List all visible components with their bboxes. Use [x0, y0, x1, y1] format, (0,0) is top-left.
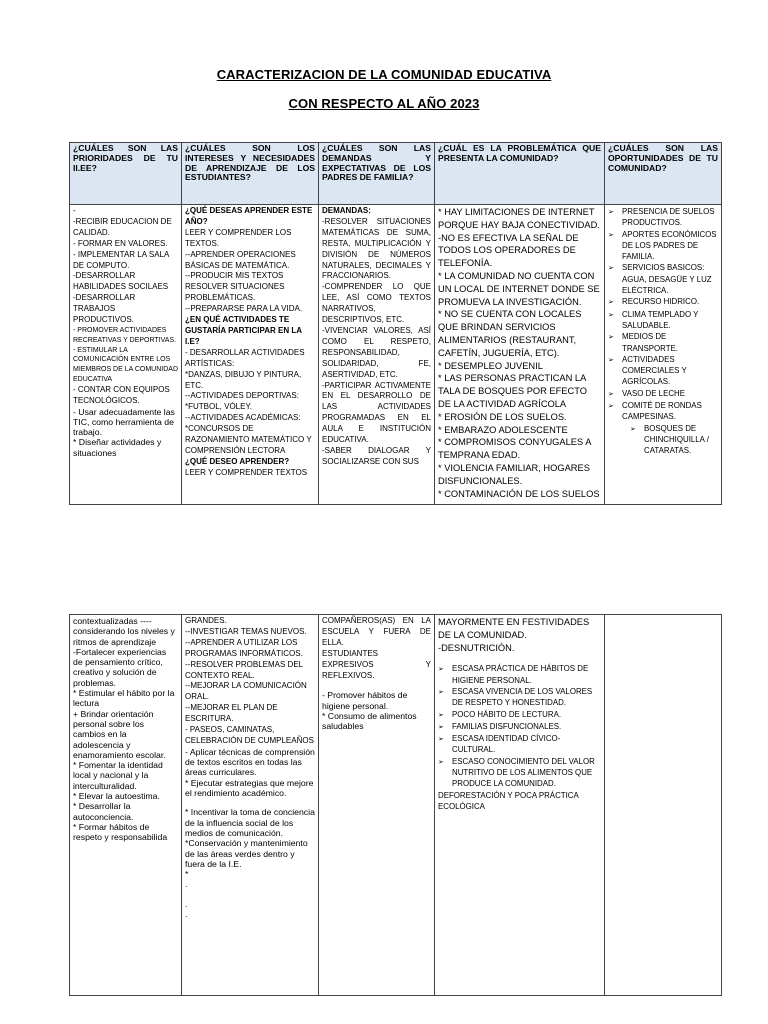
text-line: ESTUDIANTES EXPRESIVOS Y REFLEXIVOS. — [322, 648, 431, 680]
text-line: -Fortalecer experiencias de pensamiento crítico, creativo y solución de problemas. — [73, 646, 167, 688]
text-line: + Brindar orientación personal sobre los cambios en la adolescencia y enamoramiento escolar. — [73, 708, 166, 760]
text-line: --ACTIVIDADES DEPORTIVAS: — [185, 391, 299, 401]
arrow-bullet-icon: ➢ — [608, 299, 614, 307]
list-item — [608, 400, 718, 423]
text-line: --MEJORAR EL PLAN DE ESCRITURA. — [185, 703, 278, 724]
spacer — [185, 890, 315, 899]
text-line: * Estimular el hábito por la lectura — [73, 688, 175, 709]
list-item-text: ESCASA VIVENCIA DE LOS VALORES DE RESPETO Y HONESTIDAD. — [452, 686, 593, 708]
text-line: - CONTAR CON EQUIPOS TECNOLÓGICOS. — [73, 384, 170, 405]
opportunities-cell — [605, 205, 722, 505]
title-line-1: CARACTERIZACION DE LA COMUNIDAD EDUCATIVA — [216, 67, 552, 82]
text-line: --RESOLVER PROBLEMAS DEL CONTEXTO REAL. — [185, 659, 303, 680]
text-line: LEER Y COMPRENDER TEXTOS — [185, 467, 308, 477]
header-problems: ¿CUÁL ES LA PROBLEMÁTICA QUE PRESENTA LA COMUNIDAD? — [435, 143, 605, 205]
characterization-table-page-1 — [69, 142, 722, 505]
text-line: -DESNUTRICIÓN. — [438, 642, 515, 653]
text-line: * EROSIÓN DE LOS SUELOS. — [438, 411, 567, 422]
text-line: DEFORESTACIÓN Y POCA PRÁCTICA ECOLÓGICA — [438, 790, 579, 811]
list-item-text: ESCASA PRÁCTICA DE HÁBITOS DE HIGIENE PERSONAL. — [452, 664, 589, 685]
text-line: *Conservación y mantenimiento de las áreas verdes dentro y fuera de la I.E. — [185, 838, 308, 869]
text-line: * HAY LIMITACIONES DE INTERNET PORQUE HAY BAJA CONECTIVIDAD. — [438, 207, 600, 230]
list-item — [608, 229, 718, 263]
text-line: * Elevar la autoestima. — [73, 791, 160, 802]
text-line: -DESARROLLAR TRABAJOS PRODUCTIVOS. — [73, 293, 136, 325]
arrow-bullet-icon: ➢ — [608, 231, 614, 239]
text-line: * Formar hábitos de respeto y responsabilida — [73, 821, 168, 843]
list-item-text: ACTIVIDADES COMERCIALES Y AGRÍCOLAS. — [622, 354, 687, 387]
text-line: - Promover hábitos de higiene personal. — [322, 690, 408, 711]
text-line: - PASEOS, CAMINATAS, CELEBRACIÓN DE CUMPLEAÑOS — [185, 725, 314, 745]
arrow-bullet-icon: ➢ — [438, 688, 444, 696]
list-item — [438, 686, 601, 709]
list-item-text: ESCASA IDENTIDAD CÍVICO-CULTURAL. — [452, 734, 561, 755]
arrow-bullet-icon: ➢ — [438, 723, 444, 731]
text-line: - — [73, 206, 76, 215]
list-item — [608, 262, 718, 296]
text-line: * DESEMPLEO JUVENIL — [438, 360, 543, 371]
text-line: * NO SE CUENTA CON LOCALES QUE BRINDAN SERVICIOS ALIMENTARIOS (RESTAURANT, CAFETÍN, JUGUERÍA, ETC). — [438, 309, 582, 358]
arrow-bullet-icon: ➢ — [608, 265, 614, 273]
text-line: COMPAÑEROS(AS) EN LA ESCUELA Y FUERA DE ELLA. — [322, 616, 431, 647]
list-item-text: MEDIOS DE TRANSPORTE. — [622, 332, 678, 353]
text-line: * Fomentar la identidad local y nacional y la interculturalidad. — [73, 760, 163, 791]
spacer — [322, 681, 431, 690]
text-line: *FUTBOL, VÓLEY. — [185, 402, 252, 412]
text-line: contextualizadas ---- considerando los niveles y ritmos de aprendizaje — [73, 616, 175, 647]
list-item — [438, 709, 601, 721]
list-item-text: CLIMA TEMPLADO Y SALUDABLE. — [622, 309, 699, 330]
text-line: --MEJORAR LA COMUNICACIÓN ORAL. — [185, 681, 307, 702]
demands-heading: DEMANDAS: — [322, 206, 371, 215]
text-line: -VIVENCIAR VALORES, ASÍ COMO EL RESPETO, RESPONSABILIDAD, SOLIDARIDAD, FE, ASERTIVIDAD, ETC. — [322, 325, 431, 379]
demands-cell — [319, 205, 435, 505]
text-line: *DANZAS, DIBUJO Y PINTURA, ETC. — [185, 369, 302, 390]
text-line: . — [185, 909, 188, 920]
text-line: -RECIBIR EDUCACION DE CALIDAD. — [73, 216, 172, 237]
text-line: - Aplicar técnicas de comprensión de textos escritos en todas las áreas curriculares. — [185, 746, 315, 778]
list-item — [608, 423, 718, 457]
list-item — [608, 296, 718, 308]
opportunities-cell — [605, 615, 722, 996]
arrow-bullet-icon: ➢ — [608, 209, 614, 216]
text-line: * CONTAMINACIÓN DE LOS SUELOS — [438, 488, 600, 499]
list-item-text: BOSQUES DE CHINCHIQUILLA / CATARATAS. — [644, 423, 709, 456]
arrow-bullet-icon: ➢ — [438, 666, 444, 674]
text-line: MAYORMENTE EN FESTIVIDADES DE LA COMUNIDAD. — [438, 617, 590, 640]
list-item-text: COMITÉ DE RONDAS CAMPESINAS. — [622, 401, 702, 422]
text-line: * Ejecutar estrategias que mejore el rendimiento académico. — [185, 777, 314, 799]
text-line: - IMPLEMENTAR LA SALA DE COMPUTO. — [73, 249, 169, 270]
arrow-bullet-icon: ➢ — [630, 425, 636, 433]
text-line: -NO ES EFECTIVA LA SEÑAL DE TODOS LOS OPERADORES DE TELEFONÍA. — [438, 232, 579, 269]
table-header-row — [70, 143, 722, 205]
list-item-text: ESCASO CONOCIMIENTO DEL VALOR NUTRITIVO DE LOS ALIMENTOS QUE PRODUCE LA COMUNIDAD. — [452, 756, 595, 789]
arrow-bullet-icon: ➢ — [438, 711, 444, 719]
list-item-text: VASO DE LECHE — [622, 388, 685, 398]
text-line: --APRENDER OPERACIONES BÁSICAS DE MATEMÁTICA. — [185, 249, 296, 270]
list-item-text: SERVICIOS BASICOS: AGUA, DESAGÜE Y LUZ ELÉCTRICA. — [622, 263, 712, 296]
list-item-text: FAMILIAS DISFUNCIONALES. — [452, 721, 562, 731]
question-heading: ¿QUÉ DESEAS APRENDER ESTE AÑO? — [185, 206, 313, 226]
arrow-bullet-icon: ➢ — [608, 356, 614, 364]
text-line: -DESARROLLAR HABILIDADES SOCILAES — [73, 271, 169, 292]
arrow-bullet-icon: ➢ — [438, 736, 444, 744]
problems-cell — [435, 615, 605, 996]
arrow-bullet-icon: ➢ — [608, 311, 614, 319]
text-line: --PREPARARSE PARA LA VIDA. — [185, 304, 303, 314]
text-line: --APRENDER A UTILIZAR LOS PROGRAMAS INFORMÁTICOS. — [185, 637, 303, 658]
list-item — [438, 721, 601, 733]
text-line: - ESTIMULAR LA COMUNICACIÓN ENTRE LOS MIEMBROS DE LA COMUNIDAD EDUCATIVA — [73, 346, 179, 383]
text-line: *CONCURSOS DE RAZONAMIENTO MATEMÁTICO Y COMPRENSIÓN LECTORA — [185, 424, 312, 455]
text-line: -SABER DIALOGAR Y SOCIALIZARSE CON SUS — [322, 445, 431, 466]
text-line: -RESOLVER SITUACIONES MATEMÁTICAS DE SUMA, RESTA, MULTIPLICACIÓN Y DIVISIÓN DE NÚMEROS NATURALES, DECIMALES Y FRACCIONARIOS. — [322, 216, 431, 281]
list-item — [438, 663, 601, 686]
text-line: . — [185, 879, 188, 890]
table-row — [70, 615, 722, 996]
text-line: --ACTIVIDADES ACADÉMICAS: — [185, 413, 301, 423]
text-line: * Consumo de alimentos saludables — [322, 711, 417, 732]
list-item — [608, 388, 718, 400]
arrow-bullet-icon: ➢ — [608, 403, 614, 411]
list-item — [608, 354, 718, 388]
text-line: - PROMOVER ACTIVIDADES RECREATIVAS Y DEPORTIVAS. — [73, 326, 177, 344]
text-line: * EMBARAZO ADOLESCENTE — [438, 424, 568, 435]
title-line-2: CON RESPECTO AL AÑO 2023 — [288, 96, 480, 111]
arrow-bullet-icon: ➢ — [608, 334, 614, 342]
list-item-text: POCO HÁBITO DE LECTURA. — [452, 709, 562, 719]
header-demands: ¿CUÁLES SON LAS DEMANDAS Y EXPECTATIVAS DE LOS PADRES DE FAMILIA? — [319, 143, 435, 205]
text-line: GRANDES. — [185, 616, 227, 625]
text-line: * Incentivar la toma de conciencia de la influencia social de los medios de comunicación. — [185, 807, 315, 838]
list-item-text: APORTES ECONÓMICOS DE LOS PADRES DE FAMILIA. — [622, 229, 717, 262]
list-item — [438, 733, 601, 756]
text-line: --PRODUCIR MIS TEXTOS RESOLVER SITUACIONES PROBLEMÁTICAS. — [185, 271, 285, 303]
text-line: -PARTICIPAR ACTIVAMENTE EN EL DESARROLLO DE LAS ACTIVIDADES PROGRAMADAS EN EL AULA E INSTITUCIÓN EDUCATIVA. — [322, 380, 431, 445]
header-priorities: ¿CUÁLES SON LAS PRIORIDADES DE TU II.EE? — [70, 143, 182, 205]
list-item — [608, 331, 718, 354]
text-line: * COMPROMISOS CONYUGALES A TEMPRANA EDAD. — [438, 437, 591, 461]
problems-cell — [435, 205, 605, 505]
list-item-text: PRESENCIA DE SUELOS PRODUCTIVOS. — [622, 207, 715, 228]
text-line: -COMPRENDER LO QUE LEE, ASÍ COMO TEXTOS NARRATIVOS, DESCRIPTIVOS, ETC. — [322, 282, 431, 325]
text-line: . — [185, 898, 188, 909]
list-item-text: RECURSO HIDRICO. — [622, 297, 700, 307]
table-row — [70, 205, 722, 505]
text-line: * LA COMUNIDAD NO CUENTA CON UN LOCAL DE INTERNET DONDE SE PROMUEVA LA INVESTIGACIÓN. — [438, 270, 600, 307]
question-heading: ¿QUÉ DESEO APRENDER? — [185, 456, 290, 466]
list-item — [608, 309, 718, 332]
spacer — [185, 798, 315, 807]
spacer — [438, 654, 601, 663]
text-line: * Diseñar actividades y situaciones — [73, 437, 162, 458]
text-line: --INVESTIGAR TEMAS NUEVOS. — [185, 626, 307, 636]
text-line: LEER Y COMPRENDER LOS TEXTOS. — [185, 227, 292, 248]
list-item — [608, 206, 718, 229]
header-opportunities: ¿CUÁLES SON LAS OPORTUNIDADES DE TU COMUNIDAD? — [605, 143, 722, 205]
demands-cell — [319, 615, 435, 996]
arrow-bullet-icon: ➢ — [438, 758, 444, 766]
text-line: * LAS PERSONAS PRACTICAN LA TALA DE BOSQUES POR EFECTO DE LA ACTIVIDAD AGRÍCOLA — [438, 373, 587, 409]
header-interests: ¿CUÁLES SON LOS INTERESES Y NECESIDADES DE APRENDIZAJE DE LOS ESTUDIANTES? — [182, 143, 319, 205]
text-line: * — [185, 869, 189, 880]
text-line: - FORMAR EN VALORES. — [73, 238, 168, 248]
interests-cell — [182, 615, 319, 996]
text-line: - Usar adecuadamente las TIC, como herramienta de trabajo. — [73, 406, 175, 438]
text-line: * VIOLENCIA FAMILIAR, HOGARES DISFUNCIONALES. — [438, 462, 590, 486]
priorities-cell — [70, 205, 182, 505]
characterization-table-page-2 — [69, 614, 722, 996]
text-line: * Desarrollar la autoconciencia. — [73, 801, 134, 822]
priorities-cell — [70, 615, 182, 996]
text-line: - DESARROLLAR ACTIVIDADES ARTÍSTICAS: — [185, 347, 305, 368]
question-heading: ¿EN QUÉ ACTIVIDADES TE GUSTARÍA PARTICIPAR EN LA I.E? — [185, 315, 302, 346]
list-item — [438, 756, 601, 790]
interests-cell — [182, 205, 319, 505]
arrow-bullet-icon: ➢ — [608, 390, 614, 398]
